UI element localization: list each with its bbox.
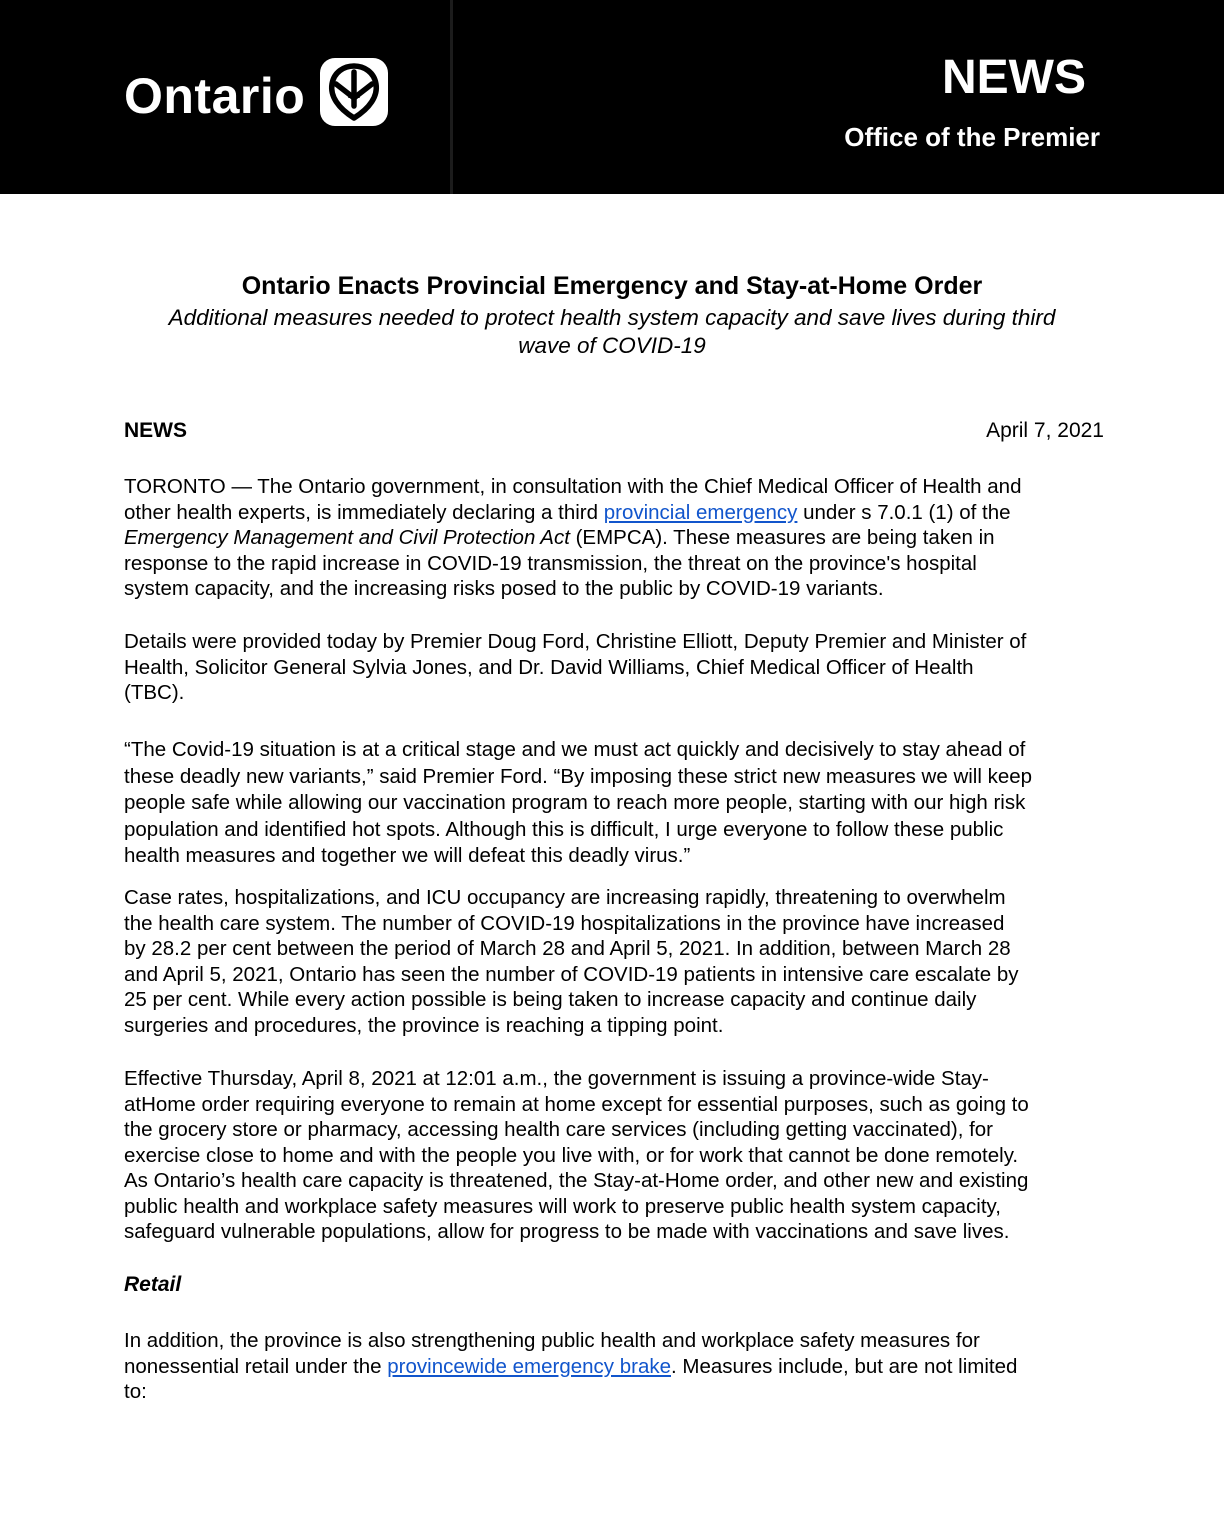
p5-line-2: atHome order requiring everyone to remain at home except for essential purposes, such as going to — [124, 1092, 1029, 1116]
p6-line-1: In addition, the province is also strengthening public health and workplace safety measures for — [124, 1329, 980, 1352]
p2-line-3: (TBC). — [124, 681, 185, 704]
p5-line-4: exercise close to home and with the people you live with, or for work that cannot be done remotely. — [124, 1143, 1019, 1167]
p3-line-3: people safe while allowing our vaccination program to reach more people, starting with our high risk — [124, 791, 1026, 814]
masthead-divider — [450, 0, 453, 194]
p6-line-2: nonessential retail under the provincewide emergency brake. Measures include, but are not limited — [124, 1354, 1018, 1378]
paragraph-premier-quote — [124, 737, 1108, 870]
news-title: NEWS — [942, 51, 1086, 104]
release-headline: Ontario Enacts Provincial Emergency and Stay-at-Home Order — [241, 272, 983, 300]
subhead-line-2: wave of COVID-19 — [518, 333, 706, 358]
p1-line-5: system capacity, and the increasing risks posed to the public by COVID-19 variants. — [124, 577, 884, 600]
provincial-emergency-link[interactable]: provincial emergency — [603, 500, 798, 524]
p3-line-1: “The Covid-19 situation is at a critical stage and we must act quickly and decisively to stay ahead of — [124, 738, 1026, 761]
ontario-logo-text: Ontario — [124, 68, 306, 124]
p1-line-1: TORONTO — The Ontario government, in consultation with the Chief Medical Officer of Health and — [124, 475, 1022, 498]
p3-line-2: these deadly new variants,” said Premier Ford. “By imposing these strict new measures we will keep — [124, 764, 1033, 788]
paragraph-stay-at-home — [124, 1066, 1108, 1245]
release-subhead — [124, 304, 1100, 360]
p6-line-3: to: — [124, 1380, 147, 1403]
p3-line-5: health measures and together we will defeat this deadly virus.” — [124, 844, 691, 867]
p5-line-6: public health and workplace safety measures will work to preserve public health system capacity, — [124, 1194, 1001, 1218]
paragraph-details — [124, 629, 1108, 706]
paragraph-toronto — [124, 474, 1108, 602]
p4-line-2: the health care system. The number of COVID-19 hospitalizations in the province have increased — [124, 911, 1005, 935]
p2-line-2: Health, Solicitor General Sylvia Jones, and Dr. David Williams, Chief Medical Officer of Health — [124, 655, 974, 679]
p1-line-3: Emergency Management and Civil Protection Act (EMPCA). These measures are being taken in — [124, 526, 995, 549]
p5-line-3: the grocery store or pharmacy, accessing health care services (including getting vaccinated), for — [124, 1118, 994, 1141]
paragraph-retail — [124, 1328, 1108, 1405]
p5-line-5: As Ontario’s health care capacity is threatened, the Stay-at-Home order, and other new and existing — [124, 1169, 1029, 1192]
p4-line-1: Case rates, hospitalizations, and ICU occupancy are increasing rapidly, threatening to overwhelm — [124, 886, 1006, 909]
p1-line-4: response to the rapid increase in COVID-19 transmission, the threat on the province's hospital — [124, 551, 977, 575]
dateline-label: NEWS — [124, 419, 187, 442]
paragraph-case-rates — [124, 885, 1108, 1038]
p4-line-3: by 28.2 per cent between the period of March 28 and April 5, 2021. In addition, between March 28 — [124, 937, 1011, 960]
section-heading-retail: Retail — [124, 1273, 182, 1296]
release-date: April 7, 2021 — [986, 419, 1104, 442]
p5-line-1: Effective Thursday, April 8, 2021 at 12:01 a.m., the government is issuing a province-wide Stay- — [124, 1067, 989, 1090]
p3-line-4: population and identified hot spots. Although this is difficult, I urge everyone to follow these public — [124, 817, 1004, 841]
p1-line-2: other health experts, is immediately declaring a third provincial emergency under s 7.0.1 (1) of the — [124, 500, 1011, 524]
provincewide-emergency-brake-link[interactable]: provincewide emergency brake — [387, 1354, 671, 1378]
p4-line-4: and April 5, 2021, Ontario has seen the number of COVID-19 patients in intensive care escalate by — [124, 962, 1019, 986]
office-of-the-premier: Office of the Premier — [844, 122, 1100, 152]
masthead — [0, 0, 1224, 194]
trillium-icon — [320, 58, 388, 126]
p2-line-1: Details were provided today by Premier Doug Ford, Christine Elliott, Deputy Premier and Minister of — [124, 630, 1027, 653]
p4-line-5: 25 per cent. While every action possible is being taken to increase capacity and continue daily — [124, 988, 977, 1011]
subhead-line-1: Additional measures needed to protect health system capacity and save lives during third — [168, 305, 1056, 330]
p4-line-6: surgeries and procedures, the province is reaching a tipping point. — [124, 1013, 724, 1037]
p5-line-7: safeguard vulnerable populations, allow for progress to be made with vaccinations and save lives. — [124, 1220, 1010, 1243]
